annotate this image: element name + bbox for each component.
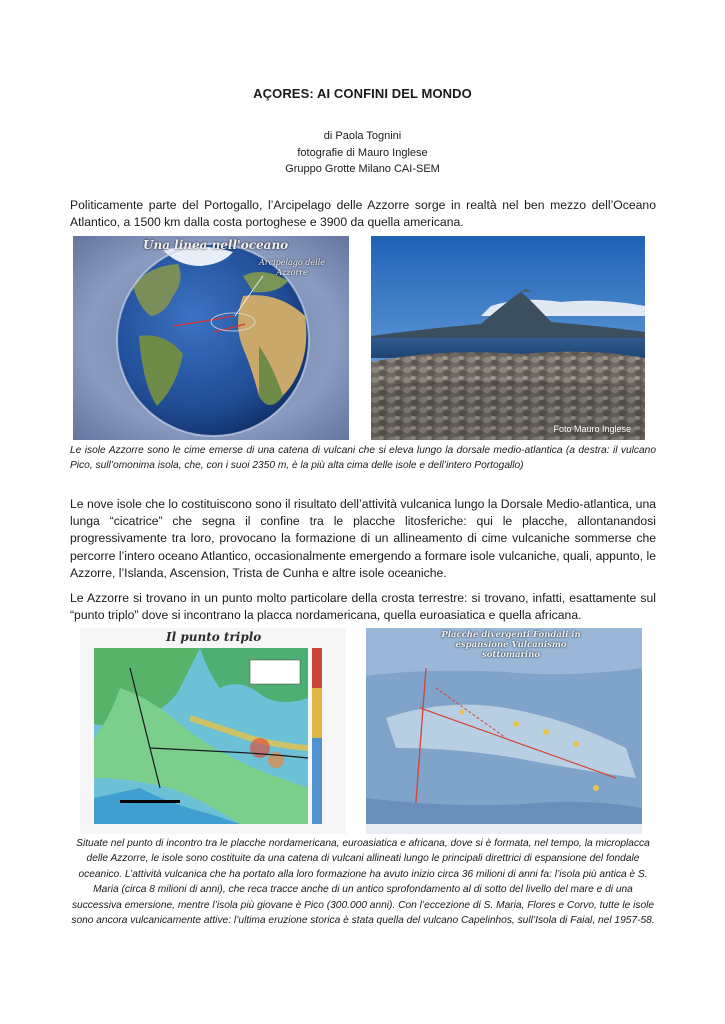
page-title: AÇORES: AI CONFINI DEL MONDO: [253, 86, 472, 101]
figure1-caption: Le isole Azzorre sono le cime emerse di una catena di vulcani che si eleva lungo la dorsale medio-atlantica (a destra: il vulcano Pico, sull’omonima isola, che, con i suoi 2350 m, è la più alta cima delle isole e dell’intero Portogallo): [70, 445, 656, 472]
photo-credit: Foto Mauro Inglese: [553, 424, 631, 434]
group-line: Gruppo Grotte Milano CAI-SEM: [285, 163, 440, 175]
photographer-line: fotografie di Mauro Inglese: [297, 146, 428, 159]
author-line: di Paola Tognini: [323, 130, 402, 142]
triple-junction-map-title: Il punto triplo: [166, 630, 262, 644]
globe-image-label: Arcipelago delle Azzorre: [258, 258, 325, 277]
pico-volcano-photo: [371, 236, 645, 440]
byline: [0, 128, 725, 178]
divergent-plates-map: [366, 628, 642, 834]
body-paragraph-2: Le Azzorre si trovano in un punto molto particolare della crosta terrestre: si trovano, infatti, esattamente sul “punto triplo” dove si incontrano la placca nordamericana, quella euroasiatica e quella africana.: [70, 591, 656, 623]
triple-junction-map: [80, 628, 346, 834]
divergent-plates-map-title: Placche divergenti Fondali in espansione Vulcanismo sottomarino: [441, 630, 581, 660]
globe-image: [73, 236, 349, 440]
body-paragraph-1: Le nove isole che lo costituiscono sono il risultato dell’attività vulcanica lungo la Dorsale Medio-atlantica, una lunga “cicatrice” che segna il confine tra le placche litosferiche: qui le placche, allontanandosi progressivamente tra loro, provocano la formazione di un allineamento di cime vulcaniche sommerse che percorre l’intero oceano Atlantico, occasionalmente emergendo a formare isole vulcaniche, quali, appunto, le Azzorre, l’Islanda, Ascension, Trista de Cunha e altre isole oceaniche.: [70, 497, 656, 580]
figure2-caption: Situate nel punto di incontro tra le placche nordamericana, euroasiatica e africana, dove si è formata, nel tempo, la microplacca delle Azzorre, le isole sono costituite da una catena di vulcani allineati lungo le principali direttrici di espansione del fondale oceanico. L’attività vulcanica che ha portato alla loro formazione ha avuto inizio circa 36 milioni di anni fa: l’isola più antica è S. Maria (circa 8 milioni di anni), che reca tracce anche di un antico sprofondamento al di sotto del livello del mare e di una successiva emersione, mentre l’isola più giovane è Pico (300.000 anni). Con l’eccezione di S. Maria, Flores e Corvo, tutte le isole sono ancora vulcanicamente attive: l’ultima eruzione storica è stata quella del vulcano Capelinhos, sull’Isola di Faial, nel 1957-58.: [71, 838, 655, 927]
intro-paragraph: Politicamente parte del Portogallo, l’Arcipelago delle Azzorre sorge in realtà nel ben mezzo dell’Oceano Atlantico, a 1500 km dalla costa portoghese e 3900 da quella americana.: [70, 198, 656, 230]
globe-image-title: Una linea nell'oceano: [143, 238, 289, 252]
